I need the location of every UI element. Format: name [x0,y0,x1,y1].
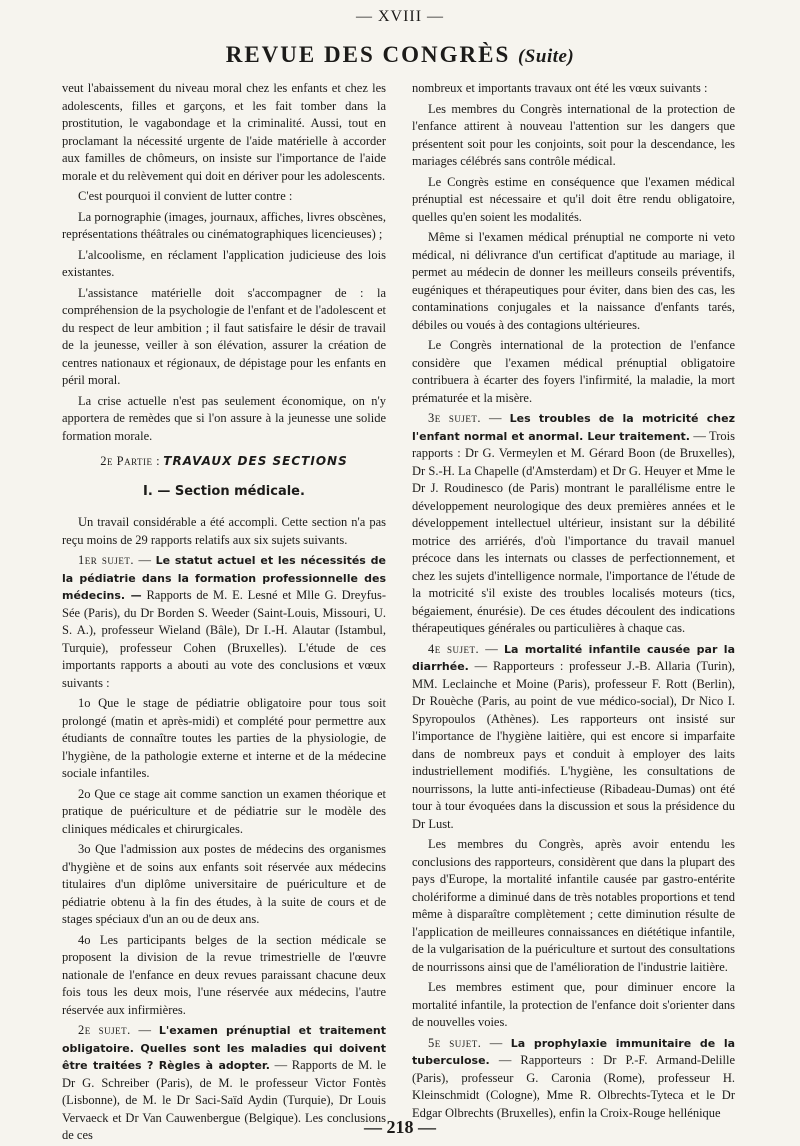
running-title [0,42,800,68]
conclusion-item: 4o Les participants belges de la section médicale se proposent la division de la revue trimestrielle de l'œuvre nationale de l'enfance en deux revues paraissant chacune deux fois tous les deux mois, l'une réservée aux médecins, l'autre réservée aux infirmières. [62,932,386,1017]
section-title: I. — Section médicale. [143,483,305,499]
subject-label: 5e sujet. — [428,1035,503,1050]
subject-title: La prophylaxie immunitaire de la tuberculose. [412,1036,736,1067]
paragraph: L'assistance matérielle doit s'accompagner de : la compréhension de la psychologie de l'enfant et de l'adolescent et du respect de leur ambition ; il faut satisfaire le désir de travail de la jeunesse, veiller à son élévation, assurer la création de centres nationaux et régionaux, de dépistage pour les enfants en péril moral. [62,285,386,387]
conclusion-item: 3o Que l'admission aux postes de médecins des organismes d'hygiène et de soins aux enfants soit réservée aux médecins titulaires d'un diplôme universitaire de puériculture et de pédiatrie obtenu à la fin des études, à la suite de cours et de stages spéciaux d'un an ou de deux ans. [62,842,386,926]
subject-text: — Rapporteurs : Dr P.-F. Armand-Delille (Paris), professeur G. Caronia (Rome), professeur H. Kleinschmidt (Cologne), Mme R. Olbrechts-Tyteca et le Dr Edgar Olbrechts (Bruxelles), enfin la Croix-Rouge hellénique [412,1053,735,1120]
subject-label: 3e sujet. — [428,411,503,425]
page-number: — 218 — [364,1117,436,1137]
paragraph: C'est pourquoi il convient de lutter contre : [78,189,293,203]
conclusion-item: 1o Que le stage de pédiatrie obligatoire pour tous soit prolongé (matin et après-midi) et complété pour permettre aux étudiants de connaître toutes les parties de la physiologie, de l'hygiène, de la pathologie externe et interne et de la médecine sociale infantiles. [62,696,386,780]
paragraph: Le Congrès estime en conséquence que l'examen médical prénuptial est nécessaire et qu'il doit être rendu obligatoire, quelles qu'en soient les modalités. [412,174,735,224]
subject-5 [412,1035,735,1123]
title-suite: (Suite) [517,46,575,67]
paragraph: Les membres du Congrès, après avoir entendu les conclusions des rapporteurs, considèrent que dans la plupart des pays d'Europe, la mortalité infantile causée par gastro-entérite cholériforme a diminué dans de très notables proportions et tend même à disparaître complètement ; cette diminution résulte de l'application de meilleures connaissances en diététique infantile, de la vulgarisation de la puériculture et surtout des consultations de nourrissons ainsi que de l'amélioration de l'industrie laitière. [412,837,735,974]
paragraph: Les membres estiment que, pour diminuer encore la mortalité infantile, la protection de l'enfance doit s'orienter dans de nouvelles voies. [412,980,735,1029]
subject-text: — Rapports de M. le Dr G. Schreiber (Paris), de M. le professeur Victor Fontès (Lisbonne), de M. le Dr Saci-Saïd Aydin (Turquie), Dr Louis Vervaeck et Dr Van Cauwenbergue (Belgique). Les conclusions de ces [62,1058,386,1142]
subject-title: L'examen prénuptial et traitement obligatoire. Quelles sont les maladies qui doivent être traitées ? Règles à adopter. [62,1024,386,1072]
subject-title: La mortalité infantile causée par la diarrhée. [412,642,736,673]
subject-title: Les troubles de la motricité chez l'enfant normal et anormal. Leur traitement. [412,412,735,443]
part-label: 2e Partie : [100,454,161,468]
subject-text: — Rapporteurs : professeur J.-B. Allaria (Turin), MM. Leclainche et Moine (Paris), professeur F. Rott (Berlin), Dr Rouèche (Paris, au point de vue médico-social), Dr Nico I. Spyropoulos (Athènes). Les rapporteurs ont insisté sur l'importance de l'hygiène laitière, qui est encore si imparfaite dans de nombreux pays et conduit à employer des laits industriellement modifiés. L'hygiène, les consultations de nourrissons, la lutte anti-infectieuse (Ribadeau-Dumas) ont été tour à tour évoquées dans la discussion et sous la présidence du Dr Lust. [412,659,736,831]
subject-text: Rapports de M. E. Lesné et Mlle G. Dreyfus-Sée (Paris), du Dr Borden S. Weeder (Saint-Louis, Missouri, U. S. A.), professeur Wieland (Bâle), Dr I.-H. Alautar (Istambul, Turquie), professeur Cohen (Bruxelles). L'étude de ces importants rapports a abouti au vote des conclusions et vœux suivants : [62,588,387,690]
conclusion-item: 2o Que ce stage ait comme sanction un examen théorique et pratique de puériculture et de pédiatrie sur le modèle des cliniques médicales et chirurgicales. [62,786,386,836]
left-column [62,80,387,1142]
paragraph: Un travail considérable a été accompli. Cette section n'a pas reçu moins de 29 rapports relatifs aux six sujets suivants. [62,515,386,547]
journal-title: REVUE DES CONGRÈS [225,42,511,67]
paragraph: La pornographie (images, journaux, affiches, livres obscènes, représentations théâtrales ou cinématographiques licencieuses) ; [62,209,386,241]
section-heading [62,483,386,501]
subject-label: 2e sujet. — [78,1023,152,1037]
paragraph: Les membres du Congrès international de la protection de l'enfance attirent à nouveau l'attention sur les dangers que présentent soit pour les conjoints, soit pour la descendance, les mariages célébrés sans contrôle médical. [412,101,735,168]
subject-1 [62,552,386,692]
right-column [412,80,736,1120]
paragraph: La crise actuelle n'est pas seulement économique, on n'y apportera de remèdes que si l'on assure à la jeunesse une solide formation morale. [62,393,386,443]
subject-label: 1er sujet. — [78,553,152,567]
paragraph: L'alcoolisme, en réclament l'application judicieuse des lois existantes. [62,247,386,279]
subject-3 [412,410,735,638]
paragraph: nombreux et importants travaux ont été les vœux suivants : [412,81,708,95]
paragraph: veut l'abaissement du niveau moral chez les enfants et chez les adolescents, filles et garçons, et les fait tomber dans la prostitution, le vagabondage et la criminalité. Aussi, tout en proclamant la nécessité urgente de l'aide matérielle à accorder aux familles de chômeurs, on insiste sur l'importance de l'aide morale et du relèvement qui doit en dériver pour les adolescents. [62,81,386,183]
paragraph: Même si l'examen médical prénuptial ne comporte ni veto médical, ni délivrance d'un certificat d'aptitude au mariage, il permet au médecin de donner les meilleurs conseils préventifs, eugéniques et thérapeutiques pour éviter, dans bien des cas, les contaminations conjugales et la naissance d'enfants tarés, débiles ou voués à des contagions ultérieures. [412,230,735,332]
part-heading [62,453,386,471]
subject-4 [412,641,735,834]
subject-title: Le statut actuel et les nécessités de la pédiatrie dans la formation professionnelle des médecins. — [62,554,386,602]
roman-folio: — XVIII — [355,8,445,25]
part-title: TRAVAUX DES SECTIONS [163,454,348,468]
subject-label: 4e sujet. — [428,641,499,656]
paragraph: Le Congrès international de la protection de l'enfance considère que l'examen médical prénuptial obligatoire contribuera à écarter des foyers l'infirmité, la maladie, la mort prématurée et la misère. [412,338,735,405]
subject-text: — Trois rapports : Dr G. Vermeylen et M. Gérard Boon (de Bruxelles), Dr S.-H. La Chapelle (d'Amsterdam) et Dr G. Heuyer et Mme le Dr J. Roudinesco (de Paris) montrant le parallélisme entre le développement neurologique des deux premières années et le développement intellectuel ultérieur, insistant sur la débilité motrice des arriérés, d'où l'importance du travail manuel précoce dans les internats ou classes de perfectionnement, et chez les sujets d'intelligence normale, l'importance de l'étude de la motricité s'il existe des troubles localisés moteurs (tics, bégaiement, énurésie). De ces études découlent des indications thérapeutiques générales ou particulières à chaque cas. [412,428,735,635]
